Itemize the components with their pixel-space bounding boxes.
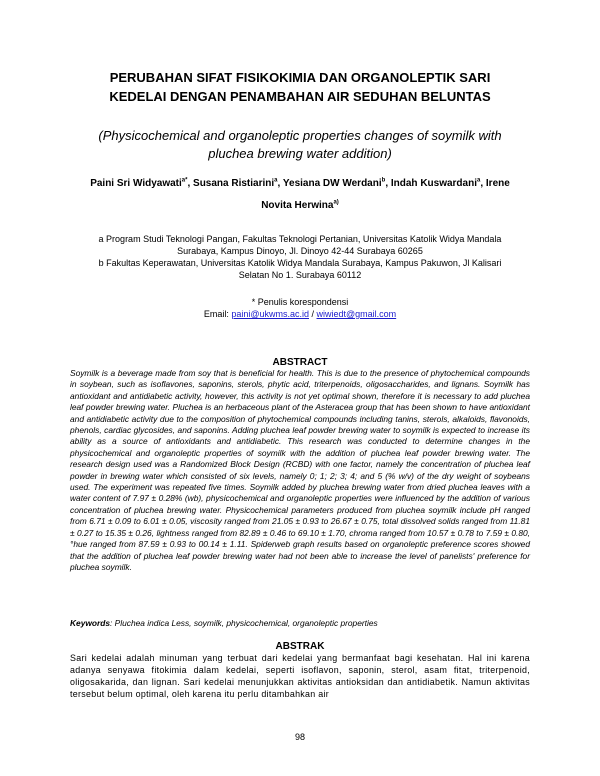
keywords <box>70 618 530 629</box>
author-line-2 <box>60 195 540 217</box>
page-number: 98 <box>294 732 305 742</box>
author-line-1 <box>60 173 540 195</box>
affiliation-a-line-1: a Program Studi Teknologi Pangan, Fakultas Teknologi Pertanian, Universitas Katolik Widya Mandala <box>98 234 502 244</box>
abstract-body: Soymilk is a beverage made from soy that is beneficial for health. This is due to the presence of phytochemical compounds in soybean, such as isoflavones, saponins, sterols, phytic acid, triterpenoids, oligosaccharides, and lignans. Soymilk has antioxidant and antidiabetic activity, however, this activity is not yet optimal shown, therefore it is necessary to add pluchea leaf powder brewing water. Pluchea is an herbaceous plant of the Asteracea group that has been shown to have antioxidant and antidiabetic activity due to the composition of phytochemical compounds including tanins, sterols, alkaloids, flavonoids, phenols, cardiac glycosides, and saponins. Adding pluchea leaf powder brewing water to soymilk is expected to increase its ability as a source of antioxidants and antidiabetic. This research was conducted to determine changes in the physicochemical and organoleptic properties of soymilk with the addition of pluchea leaf powder brewing water. The research design used was a Randomized Block Design (RCBD) with one factor, namely the concentration of pluchea leaf powder in brewing water which consisted of six levels, namely 0; 1; 2; 3; 4; and 5 (% w/v) of the dry weight of soybeans used. The experiment was repeated five times. Soymilk added by pluchea brewing water from dried pluchea leaves with a water content of 7.97 ± 0.28% (wb), physicochemical and organoleptic properties were influenced by the addition of various concentration of pluchea brewing water. Physicochemical parameters produced from pluchea soymilk include pH ranged from 6.71 ± 0.09 to 6.01 ± 0.05, viscosity ranged from 21.05 ± 0.93 to 26.67 ± 0.75, total dissolved solids ranged from 11.81 ± 0.27 to 15.35 ± 0.26, lightness ranged from 82.89 ± 0.46 to 69.10 ± 1.70, chroma ranged from 10.57 ± 0.78 to 7.59 ± 0.80, °hue ranged from 87.59 ± 0.93 to 00.14 ± 1.11. Spiderweb graph results based on organoleptic preference scores showed that the addition of pluchea leaf powder brewing water had not been able to increase the level of panelists' preference for pluchea soymilk. <box>70 368 530 572</box>
correspondence-label: * Penulis korespondensi <box>251 297 349 307</box>
keywords-label: Keywords <box>70 618 111 628</box>
english-title-line-1: (Physicochemical and organoleptic properties changes of soymilk with <box>98 128 502 143</box>
affiliation-b-line-2: Selatan No 1. Surabaya 60112 <box>238 270 362 280</box>
abstrak-body: Sari kedelai adalah minuman yang terbuat dari kedelai yang bermanfaat bagi kesehatan. Hal ini karena adanya senyawa fitokimia dalam kedelai, seperti isoflavon, saponin, sterol, asam fitat, triterpenoid, oligosakarida, dan lignan. Sari kedelai menunjukkan aktivitas antioksidan dan antidiabetik. Namun aktivitas tersebut belum optimal, oleh karena itu perlu ditambahkan air <box>70 653 530 699</box>
affiliation-b <box>70 257 530 281</box>
paper-title <box>70 68 530 106</box>
author-name: , Yesiana DW Werdani <box>277 178 382 189</box>
abstract-heading: ABSTRACT <box>272 357 328 368</box>
title-line-2: KEDELAI DENGAN PENAMBAHAN AIR SEDUHAN BELUNTAS <box>109 89 491 104</box>
author-name: , Irene <box>480 178 510 189</box>
email-link-2[interactable]: wiwiedt@gmail.com <box>316 309 397 319</box>
email-link-1[interactable]: paini@ukwms.ac.id <box>231 309 309 319</box>
keywords-text: : Pluchea indica Less, soymilk, physicochemical, organoleptic properties <box>110 618 378 628</box>
author-affiliation-mark: a) <box>333 199 339 206</box>
title-line-1: PERUBAHAN SIFAT FISIKOKIMIA DAN ORGANOLEPTIK SARI <box>109 70 491 85</box>
affiliation-a-line-2: Surabaya, Kampus Dinoyo, Jl. Dinoyo 42-44 Surabaya 60265 <box>177 246 423 256</box>
english-title-line-2: pluchea brewing water addition) <box>208 146 392 161</box>
correspondence-email <box>70 308 530 320</box>
author-affiliation-mark: b <box>381 177 386 184</box>
author-affiliation-mark: a <box>477 177 481 184</box>
author-name: , Susana Ristiarini <box>187 178 275 189</box>
author-name: , Indah Kuswardani <box>385 178 477 189</box>
email-separator: / <box>309 309 317 319</box>
affiliation-b-line-1: b Fakultas Keperawatan, Universitas Katolik Widya Mandala Surabaya, Kampus Pakuwon, Jl Kalisari <box>98 258 502 268</box>
english-title <box>70 127 530 163</box>
email-label: Email: <box>203 309 232 319</box>
author-affiliation-mark: a <box>274 177 278 184</box>
author-name: Paini Sri Widyawati <box>90 178 182 189</box>
author-list <box>60 173 540 217</box>
author-name: Novita Herwina <box>261 200 334 211</box>
author-affiliation-mark: a* <box>181 177 188 184</box>
abstrak-heading: ABSTRAK <box>275 641 325 652</box>
affiliation-a <box>70 233 530 257</box>
